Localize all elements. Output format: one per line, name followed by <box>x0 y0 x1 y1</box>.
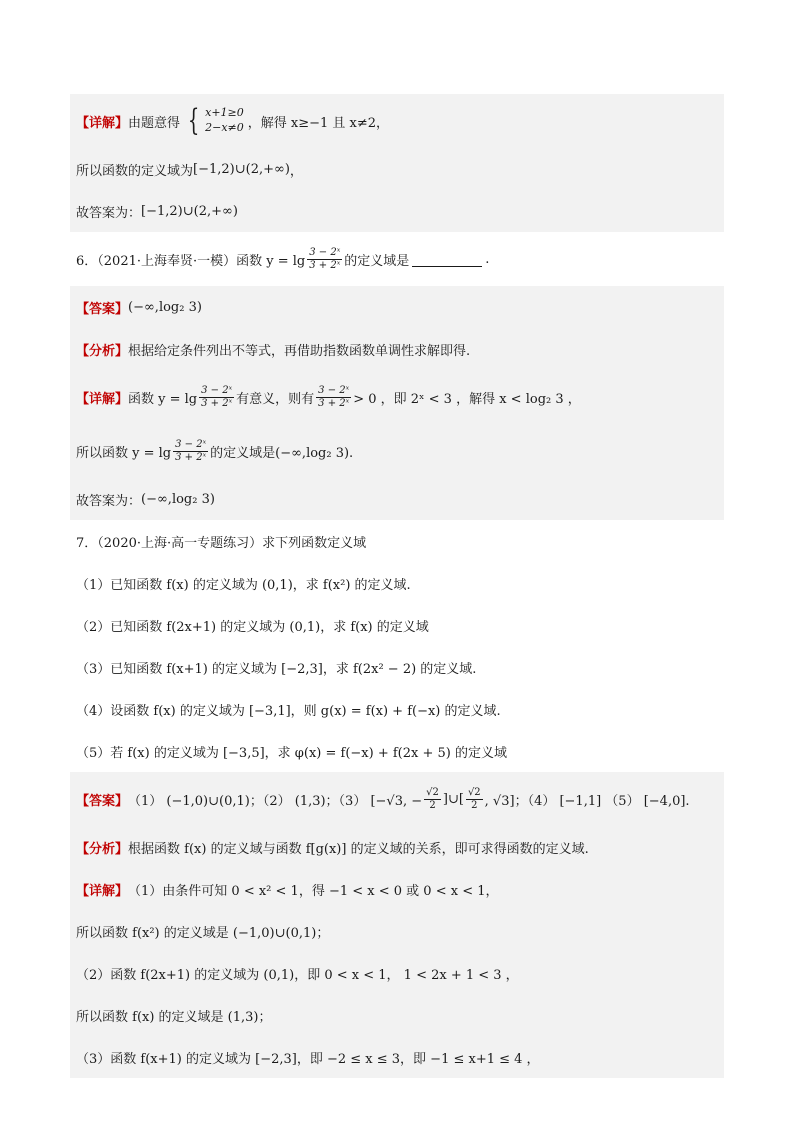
system-row-2: 2−x≠0 <box>205 121 244 134</box>
detail-lead: 由题意得 <box>128 115 181 131</box>
q6-answer-line <box>76 286 718 328</box>
final-value: [−1,2)∪(2,+∞) <box>141 203 238 219</box>
domain-value: [−1,2)∪(2,+∞) <box>193 161 290 177</box>
analysis-tag: 【分析】 <box>76 841 129 857</box>
sqrt2-over-2-fraction-1 <box>424 787 441 811</box>
frac-numerator: 3 − 2ˣ <box>175 439 207 450</box>
q6-stem-end: . <box>485 251 490 267</box>
answer-tag: 【答案】 <box>76 301 129 317</box>
analysis-tag: 【分析】 <box>76 343 129 359</box>
q5-final-line <box>76 190 718 232</box>
q7-detail-line-1 <box>76 868 718 910</box>
q6-analysis-line <box>76 328 718 370</box>
q7-part-3: （3）已知函数 f(x+1) 的定义域为 [−2,3]，求 f(2x² − 2) 的定义域. <box>76 661 477 677</box>
sqrt2-over-2-fraction-2 <box>466 787 483 811</box>
q6-final-line <box>76 478 718 520</box>
frac-numerator: 3 − 2ˣ <box>309 247 341 258</box>
q7-stem <box>70 520 724 772</box>
frac-denominator: 2 <box>429 799 436 811</box>
brace-icon: { <box>187 103 200 138</box>
detail-tag: 【详解】 <box>76 115 129 131</box>
detail-text: （1）由条件可知 0 < x² < 1，得 −1 < x < 0 或 0 < x < 1， <box>128 883 499 899</box>
detail-tag: 【详解】 <box>76 391 129 407</box>
q6-detail-fraction-1 <box>199 385 234 409</box>
detail-part-c: > 0 ，即 2ˣ < 3 ，解得 x < log₂ 3 ， <box>353 391 581 407</box>
document-page <box>70 94 724 1078</box>
q7-detail-line-4: 所以函数 f(x) 的定义域是 (1,3)； <box>76 1009 272 1025</box>
domain-suffix: 的定义域是(−∞,log₂ 3). <box>210 445 354 461</box>
system-row-1: x+1≥0 <box>205 106 244 120</box>
answer-value: (−∞,log₂ 3) <box>128 299 202 315</box>
frac-denominator: 3 + 2ˣ <box>309 259 341 271</box>
q7-part-4: （4）设函数 f(x) 的定义域为 [−3,1]，则 g(x) = f(x) + f(−x) 的定义域. <box>76 703 501 719</box>
q5-detail-line <box>76 94 718 148</box>
detail-part-b: 有意义，则有 <box>236 391 315 407</box>
domain-prefix: 所以函数 y = lg <box>76 445 172 461</box>
q7-solution-block <box>70 772 724 1078</box>
detail-part-a: 函数 y = lg <box>128 391 198 407</box>
detail-tag: 【详解】 <box>76 883 129 899</box>
analysis-text: 根据函数 f(x) 的定义域与函数 f[g(x)] 的定义域的关系，即可求得函数的定义域. <box>128 841 589 857</box>
q6-solution-block <box>70 286 724 520</box>
answer-part-a: （1） (−1,0)∪(0,1)；（2） (1,3)；（3） [−√3, − <box>128 793 423 809</box>
answer-blank <box>412 252 482 267</box>
detail-result: ，解得 x≥−1 且 x≠2， <box>247 115 390 131</box>
final-prefix: 故答案为： <box>76 205 142 221</box>
q5-domain-line <box>76 148 718 190</box>
q7-analysis-line <box>76 826 718 868</box>
q6-detail-fraction-2 <box>316 385 351 409</box>
answer-part-c: , √3]；（4） [−1,1] （5） [−4,0]. <box>484 793 690 809</box>
q5-solution-block <box>70 94 724 232</box>
final-prefix: 故答案为： <box>76 493 142 509</box>
q6-stem <box>70 232 724 286</box>
answer-part-b: ]∪[ <box>442 791 464 807</box>
frac-numerator: 3 − 2ˣ <box>318 385 350 396</box>
frac-numerator: √2 <box>467 787 481 798</box>
analysis-text: 根据给定条件列出不等式，再借助指数函数单调性求解即得. <box>128 343 471 359</box>
q6-stem-line <box>76 232 718 286</box>
q6-domain-fraction <box>173 439 208 463</box>
q7-detail-line-3: （2）函数 f(2x+1) 的定义域为 (0,1)，即 0 < x < 1， 1 < 2x + 1 < 3 ， <box>76 967 519 983</box>
frac-denominator: 3 + 2ˣ <box>175 451 207 463</box>
q6-fraction <box>307 247 342 271</box>
q7-stem-line: 7．（2020·上海·高一专题练习）求下列函数定义域 <box>76 535 367 551</box>
final-value: (−∞,log₂ 3) <box>141 491 215 507</box>
q6-domain-line <box>76 424 718 478</box>
domain-prefix: 所以函数的定义域为 <box>76 163 194 179</box>
frac-denominator: 2 <box>471 799 478 811</box>
q7-detail-line-5: （3）函数 f(x+1) 的定义域为 [−2,3]，即 −2 ≤ x ≤ 3，即 −1 ≤ x+1 ≤ 4 ， <box>76 1051 540 1067</box>
q6-stem-suffix: 的定义域是 <box>344 253 410 269</box>
frac-denominator: 3 + 2ˣ <box>318 397 350 409</box>
answer-tag: 【答案】 <box>76 793 129 809</box>
q7-part-2: （2）已知函数 f(2x+1) 的定义域为 (0,1)，求 f(x) 的定义域 <box>76 619 429 635</box>
frac-numerator: √2 <box>426 787 439 798</box>
q7-part-5: （5）若 f(x) 的定义域为 [−3,5]，求 φ(x) = f(−x) + f(2x + 5) 的定义域 <box>76 745 507 761</box>
frac-numerator: 3 − 2ˣ <box>201 385 233 396</box>
q7-detail-line-2: 所以函数 f(x²) 的定义域是 (−1,0)∪(0,1)； <box>76 925 330 941</box>
q6-stem-prefix: 6．（2021·上海奉贤·一模）函数 y = lg <box>76 253 306 269</box>
frac-denominator: 3 + 2ˣ <box>201 397 233 409</box>
domain-suffix: ， <box>289 163 303 179</box>
q7-part-1: （1）已知函数 f(x) 的定义域为 (0,1)，求 f(x²) 的定义域. <box>76 577 411 593</box>
q7-answer-line <box>76 772 718 826</box>
q6-detail-line <box>76 370 718 424</box>
inequality-system <box>184 103 244 138</box>
